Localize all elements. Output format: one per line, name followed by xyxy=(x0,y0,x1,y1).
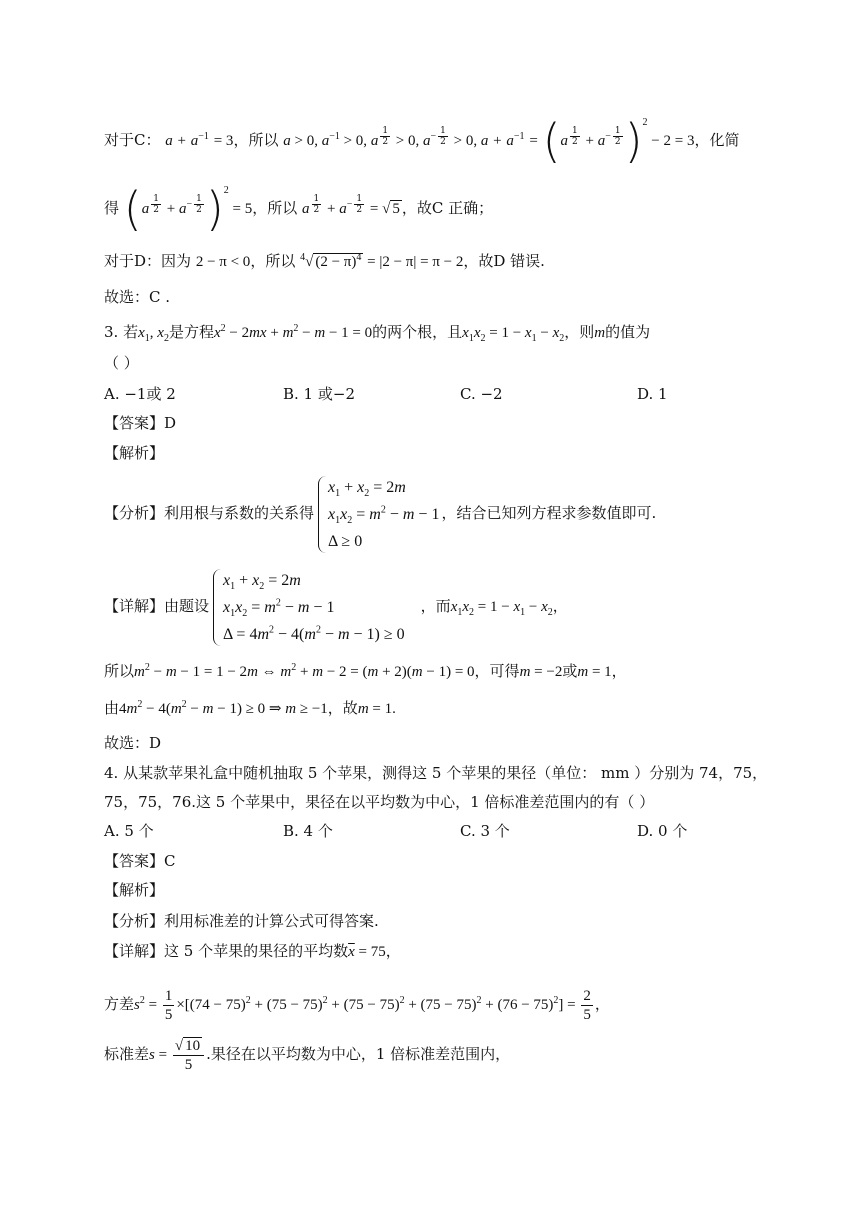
q4-jiexi: 【解析】 xyxy=(104,881,165,899)
q3-derivation-2: 由$4m^2 - 4(m^2 - m - 1) \ge 0$ ⇒ m ≥ −1，故m = 1. xyxy=(104,699,396,717)
question-4-line2: 75，75，76.这 5 个苹果中，果径在以平均数为中心，1 倍标准差范围内的有（ ） xyxy=(104,793,655,811)
q4-variance: 方差$s^2$ = $\frac{1}{5}$ $\times[(74 - 75)^2 + (75 - 75)^2 + (75 - 75)^2 + (75 - 75)^2 + (76 - 75)^2]$ = $\frac{2}{5}$ ， xyxy=(104,987,610,1023)
q4-option-d[interactable]: D. 0 个 xyxy=(637,822,688,840)
question-3-paren: （ ） xyxy=(104,354,139,372)
q4-answer: 【答案】C xyxy=(104,852,176,870)
q4-fenxi: 【分析】利用标准差的计算公式可得答案. xyxy=(104,912,379,930)
q3-fenxi: 【分析】利用根与系数的关系得 $x_1 + x_2 = 2m$ $x_1x_2 = m^2 - m - 1$ Δ ≥ 0 ，结合已知列方程求参数值即可. xyxy=(104,473,760,553)
q3-option-a[interactable]: A. −1或 2 xyxy=(104,385,176,403)
q3-derivation-1: 所以$m^2 - m - 1 = 1 - 2m$ ⇔ $m^2 + m - 2 = (m + 2)(m - 1) = 0$，可得m = −2或m = 1， xyxy=(104,662,627,680)
option-d-analysis-line: 对于D：因为 2 − π < 0，所以 $^4$√ $(2 - \pi)^4 = |2 - \pi| = \pi - 2$，故D 错误. xyxy=(104,252,545,270)
equation-system: $x_1 + x_2 = 2m$ $x_1x_2 = m^2 - m - 1$ $\Delta = 4m^2 - 4(m^2 - m - 1) \ge 0$ xyxy=(211,567,405,648)
q3-answer: 【答案】D xyxy=(104,414,177,432)
q4-option-c[interactable]: C. 3 个 xyxy=(460,822,510,840)
question-3-line1: 3. 若$x_1$, $x_2$是方程$x^2 - 2mx + m^2 - m - 1 = 0$的两个根，且$x_1x_2 = 1 - x_1 - x_2$，则m的值为 xyxy=(104,323,651,344)
q3-option-b[interactable]: B. 1 或−2 xyxy=(283,385,355,403)
math-expr: a xyxy=(165,133,173,149)
choose-c-line: 故选：C . xyxy=(104,288,171,306)
q3-jiexi: 【解析】 xyxy=(104,444,165,462)
q3-choose: 故选：D xyxy=(104,734,162,752)
q4-option-a[interactable]: A. 5 个 xyxy=(104,822,154,840)
q3-xiangjie: 【详解】由题设 $x_1 + x_2 = 2m$ $x_1x_2 = m^2 - m - 1$ $\Delta = 4m^2 - 4(m^2 - m - 1) \ge 0$ ，而$x_1x_2 = 1 - x_1 - x_2$， xyxy=(104,566,760,646)
question-4-line1: 4. 从某款苹果礼盒中随机抽取 5 个苹果，测得这 5 个苹果的果径（单位： mm ）分别为 74，75， xyxy=(104,764,768,782)
q3-option-c[interactable]: C. −2 xyxy=(460,385,503,403)
option-c-analysis-line2: 得 (a $^{\frac{1}{2}}$ + $a^{- \frac{1}{2}}$ )$^2$ = 5，所以 a $^{\frac{1}{2}}$ + $a^{- \frac{1}{2}}$ = √ 5 ，故C 正确； xyxy=(104,182,494,236)
option-c-analysis-line1: 对于C： $a + a^{-1} = 3$，所以 a > 0, $a^{-1} > 0$, a $^{\frac{1}{2}}$ > 0, $a^{- \frac{1}{2}}$ > 0, $a + a^{-1} = (a$ $^{\frac{1}{2}}$ + $a^{- \frac{1}{2}}$ )$^2$ − 2 = 3，化简 xyxy=(104,114,740,168)
q3-option-d[interactable]: D. 1 xyxy=(637,385,668,403)
q4-option-b[interactable]: B. 4 个 xyxy=(283,822,333,840)
equation-system: $x_1 + x_2 = 2m$ $x_1x_2 = m^2 - m - 1$ Δ ≥ 0 xyxy=(316,474,439,555)
q4-std: 标准差s = $\frac{√ 10}{5}$ .果径在以平均数为中心，1 倍标准差范围内， xyxy=(104,1037,511,1073)
q4-xiangjie: 【详解】这 5 个苹果的果径的平均数$\overline{x} = 75$， xyxy=(104,942,401,960)
